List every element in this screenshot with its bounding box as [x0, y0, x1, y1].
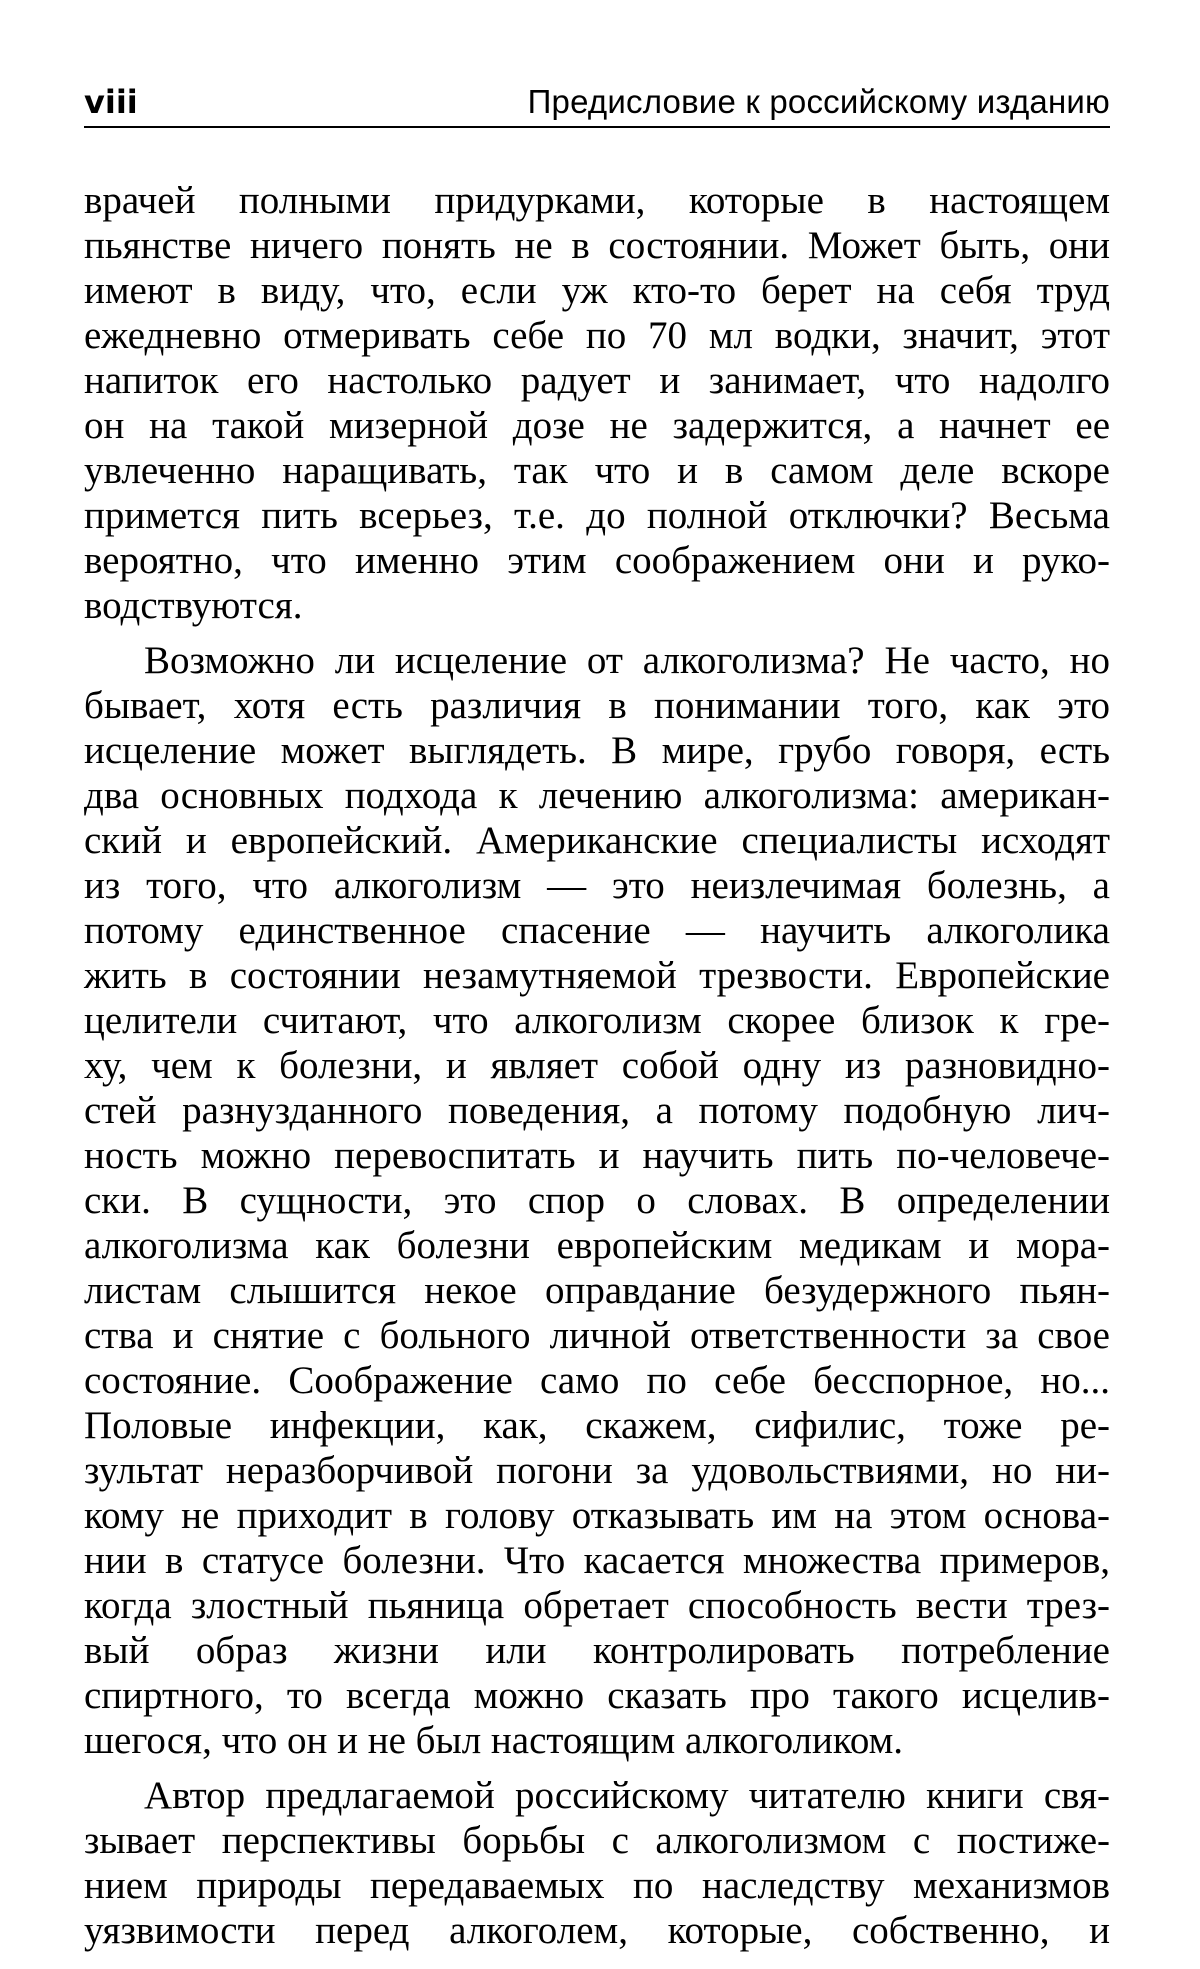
text-line: он на такой мизерной дозе не задержится, а начнет ее — [84, 403, 1110, 448]
text-line: Автор предлагаемой российскому читателю книги свя- — [84, 1773, 1110, 1818]
text-line: бывает, хотя есть различия в понимании того, как это — [84, 683, 1110, 728]
text-line: уязвимости перед алкоголем, которые, собственно, и — [84, 1908, 1110, 1953]
text-line: потому единственное спасение — научить алкоголика — [84, 908, 1110, 953]
text-line: ху, чем к болезни, и являет собой одну из разновидно- — [84, 1043, 1110, 1088]
running-head — [84, 82, 1110, 128]
text-line: вероятно, что именно этим соображением они и руко- — [84, 538, 1110, 583]
text-line: стей разнузданного поведения, а потому подобную лич- — [84, 1088, 1110, 1133]
text-line: состояние. Соображение само по себе бесспорное, но... — [84, 1358, 1110, 1403]
text-line: исцеление может выглядеть. В мире, грубо говоря, есть — [84, 728, 1110, 773]
paragraph-1 — [84, 178, 1110, 628]
text-line: зультат неразборчивой погони за удовольствиями, но ни- — [84, 1448, 1110, 1493]
text-line: Возможно ли исцеление от алкоголизма? Не часто, но — [84, 638, 1110, 683]
text-line: ский и европейский. Американские специалисты исходят — [84, 818, 1110, 863]
text-line: алкоголизма как болезни европейским медикам и мора- — [84, 1223, 1110, 1268]
text-line: напиток его настолько радует и занимает, что надолго — [84, 358, 1110, 403]
text-line: зывает перспективы борьбы с алкоголизмом с постиже- — [84, 1818, 1110, 1863]
text-line: врачей полными придурками, которые в настоящем — [84, 178, 1110, 223]
book-page — [0, 0, 1200, 1969]
text-line: нием природы передаваемых по наследству механизмов — [84, 1863, 1110, 1908]
text-line: жить в состоянии незамутняемой трезвости. Европейские — [84, 953, 1110, 998]
chapter-header-title: Предисловие к российскому изданию — [528, 82, 1110, 122]
paragraph-2 — [84, 638, 1110, 1763]
text-line: кому не приходит в голову отказывать им на этом основа- — [84, 1493, 1110, 1538]
text-line: имеют в виду, что, если уж кто-то берет на себя труд — [84, 268, 1110, 313]
text-line: водствуются. — [84, 583, 1110, 628]
text-line: Половые инфекции, как, скажем, сифилис, тоже ре- — [84, 1403, 1110, 1448]
text-line: спиртного, то всегда можно сказать про такого исцелив- — [84, 1673, 1110, 1718]
text-line: вый образ жизни или контролировать потребление — [84, 1628, 1110, 1673]
text-line: из того, что алкоголизм — это неизлечимая болезнь, а — [84, 863, 1110, 908]
text-line: примется пить всерьез, т.е. до полной отключки? Весьма — [84, 493, 1110, 538]
text-line: увлеченно наращивать, так что и в самом деле вскоре — [84, 448, 1110, 493]
text-line: целители считают, что алкоголизм скорее близок к гре- — [84, 998, 1110, 1043]
text-line: два основных подхода к лечению алкоголизма: америкaн- — [84, 773, 1110, 818]
text-line: нии в статусе болезни. Что касается множества примеров, — [84, 1538, 1110, 1583]
body-text — [84, 178, 1110, 1953]
paragraph-3 — [84, 1773, 1110, 1953]
text-line: шегося, что он и не был настоящим алкоголиком. — [84, 1718, 1110, 1763]
text-line: листам слышится некое оправдание безудержного пьян- — [84, 1268, 1110, 1313]
text-line: когда злостный пьяница обретает способность вести трез- — [84, 1583, 1110, 1628]
text-line: ежедневно отмеривать себе по 70 мл водки, значит, этот — [84, 313, 1110, 358]
page-number: viii — [84, 82, 138, 122]
text-line: ски. В сущности, это спор о словах. В определении — [84, 1178, 1110, 1223]
text-line: ства и снятие с больного личной ответственности за свое — [84, 1313, 1110, 1358]
text-line: ность можно перевоспитать и научить пить по-человече- — [84, 1133, 1110, 1178]
text-line: пьянстве ничего понять не в состоянии. Может быть, они — [84, 223, 1110, 268]
